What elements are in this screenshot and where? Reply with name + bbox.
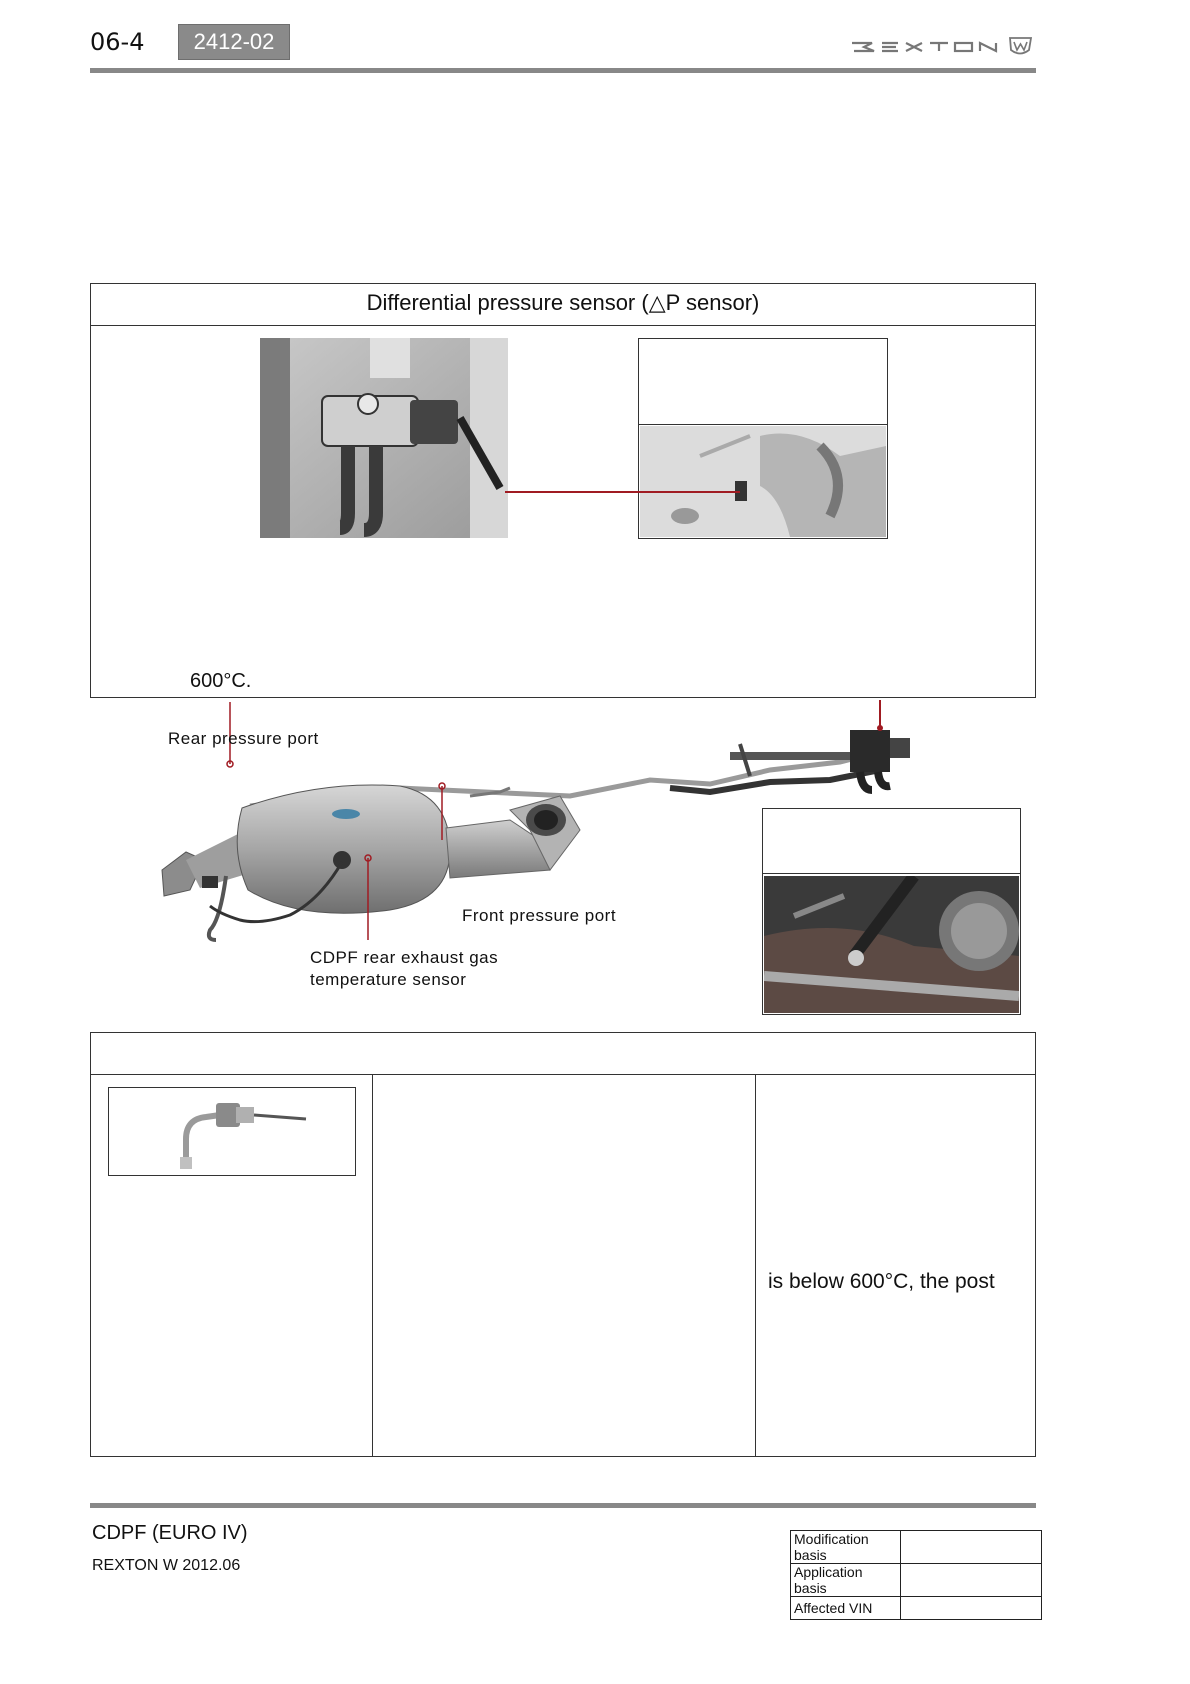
header-rule — [90, 68, 1036, 73]
rexton-logo — [850, 34, 1035, 58]
temp-sensor-title-row — [90, 1032, 1036, 1075]
sensor-location-photo — [640, 426, 886, 537]
revision-row — [791, 1597, 1042, 1620]
pressure-sensor-title: Differential pressure sensor (△P sensor) — [366, 290, 760, 315]
front-pressure-port-label: Front pressure port — [462, 906, 617, 925]
rear-pressure-port-label: Rear pressure port — [168, 729, 319, 748]
revision-label: Modification basis — [791, 1531, 901, 1564]
footer-title: CDPF (EURO IV) — [92, 1522, 248, 1544]
column-divider-2 — [755, 1075, 756, 1457]
temperature-text: 600°C. — [190, 670, 252, 692]
inset2-divider — [762, 873, 1021, 874]
post-injection-text: is below 600°C, the post — [768, 1270, 995, 1293]
temp-sensor-label-line2: temperature sensor — [310, 970, 467, 989]
revision-label: Application basis — [791, 1564, 901, 1597]
revision-table — [790, 1530, 1042, 1620]
footer-subtitle: REXTON W 2012.06 — [92, 1557, 241, 1574]
revision-value — [901, 1564, 1042, 1597]
revision-row — [791, 1531, 1042, 1564]
revision-row — [791, 1564, 1042, 1597]
inset-divider — [638, 424, 888, 425]
sensor-detail-photo — [764, 876, 1019, 1013]
revision-value — [901, 1597, 1042, 1620]
column-divider-1 — [372, 1075, 373, 1457]
temp-sensor-photo — [110, 1089, 354, 1174]
revision-label: Affected VIN — [791, 1597, 901, 1620]
callout-line — [505, 486, 745, 498]
revision-value — [901, 1531, 1042, 1564]
page-number: 06-4 — [90, 28, 145, 56]
temp-sensor-label-line1: CDPF rear exhaust gas — [310, 948, 499, 967]
pressure-sensor-photo — [260, 338, 508, 538]
section-code-badge: 2412-02 — [178, 24, 290, 60]
footer-rule — [90, 1503, 1036, 1508]
